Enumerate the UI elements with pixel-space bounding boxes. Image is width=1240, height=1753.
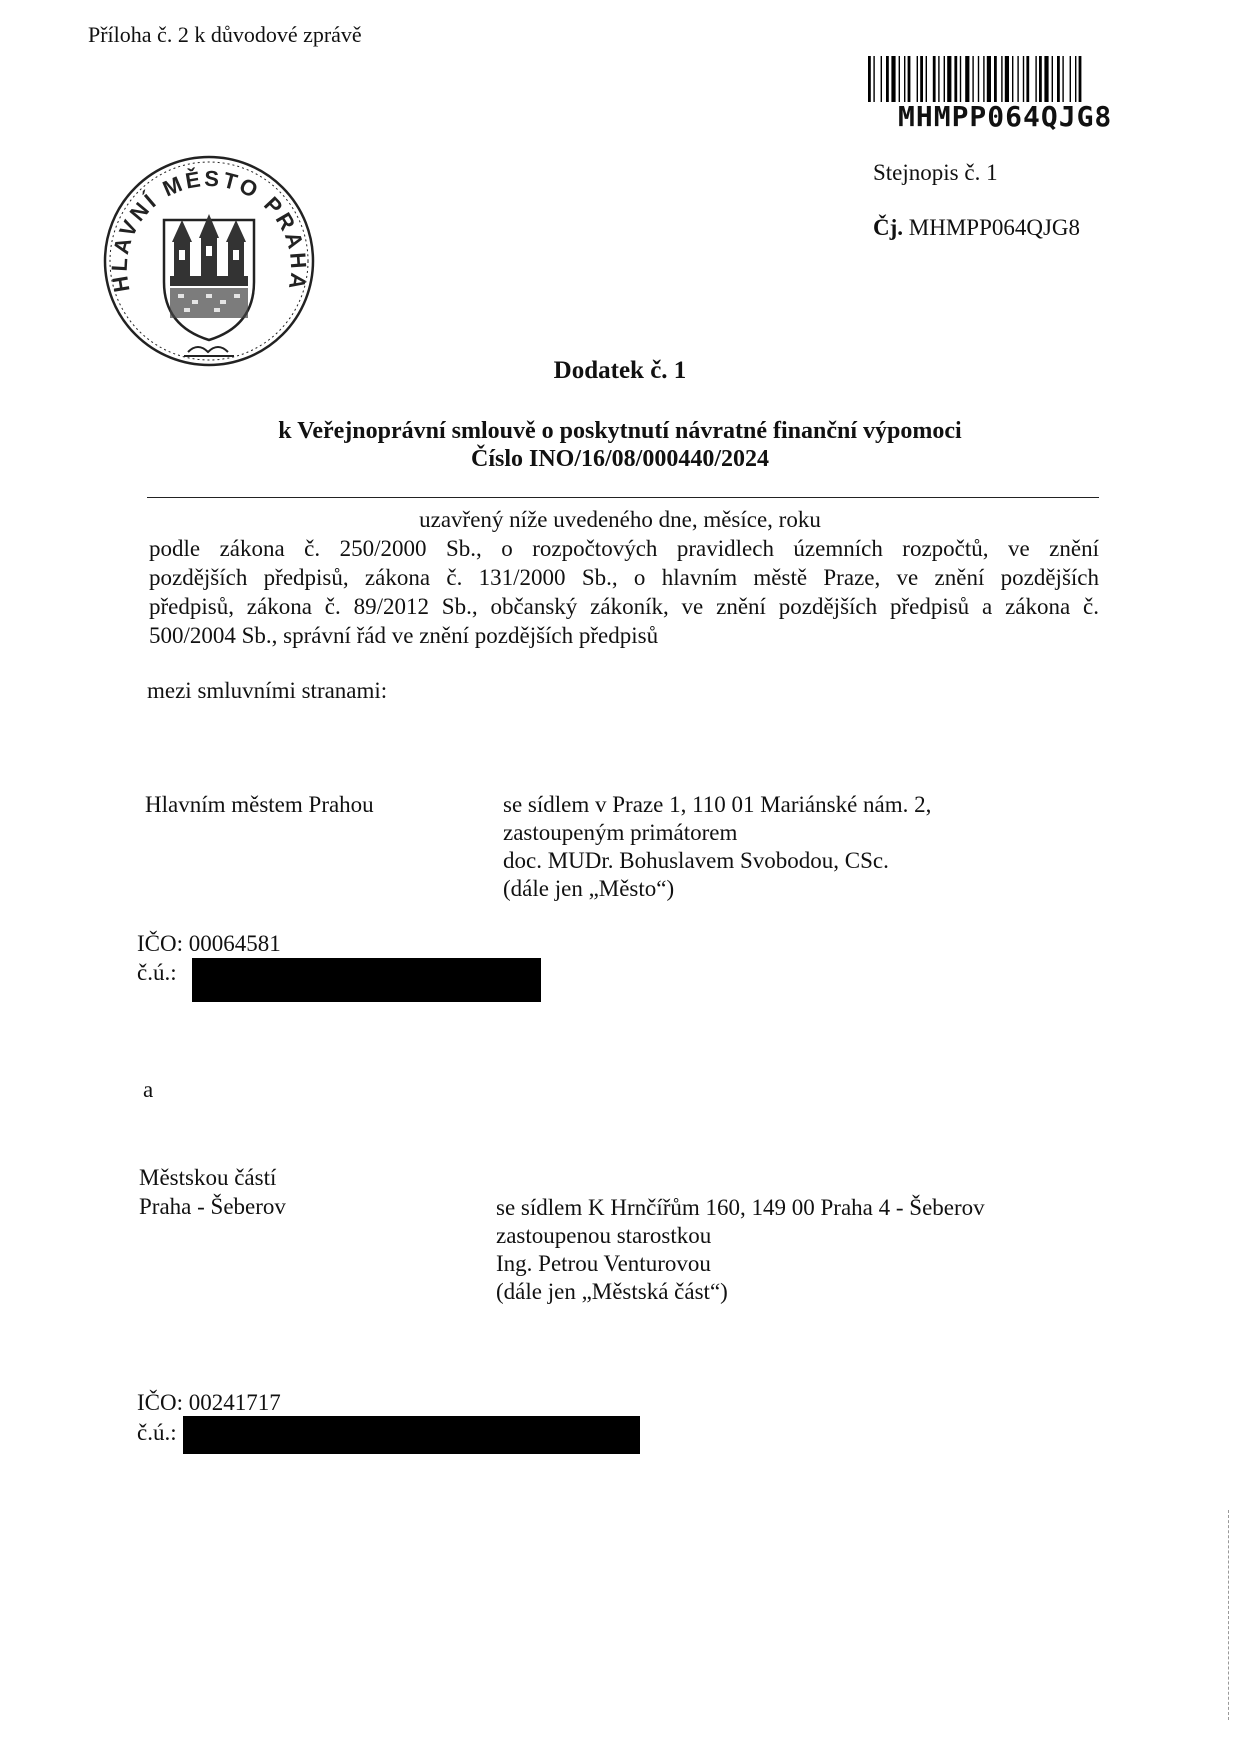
legal-line: pozdějších předpisů, zákona č. 131/2000 Sb., o hlavním městě Praze, ve znění pozdějších (149, 565, 1099, 590)
document-code: MHMPP064QJG8 (898, 100, 1113, 133)
redaction-bar (192, 958, 541, 1002)
legal-line: podle zákona č. 250/2000 Sb., o rozpočtových pravidlech územních rozpočtů, ve znění (149, 536, 1099, 561)
redaction-bar (183, 1416, 640, 1454)
party2-address: se sídlem K Hrnčířům 160, 149 00 Praha 4 - Šeberov (496, 1195, 985, 1220)
party1-name: Hlavním městem Prahou (145, 792, 374, 817)
party1-account-label: č.ú.: (137, 960, 177, 985)
ico-value: 00064581 (188, 931, 281, 956)
legal-line: 500/2004 Sb., správní řád ve znění pozdějších předpisů (149, 623, 659, 648)
party1-alias: (dále jen „Město“) (503, 876, 675, 901)
reference-value: MHMPP064QJG8 (908, 215, 1081, 240)
party1-address: se sídlem v Praze 1, 110 01 Mariánské nám. 2, (503, 792, 932, 817)
contract-number: Číslo INO/16/08/000440/2024 (470, 446, 770, 472)
document-subtitle: k Veřejnoprávní smlouvě o poskytnutí návratné finanční výpomoci (278, 418, 962, 444)
reference-label: Čj. (873, 215, 904, 240)
scan-edge-mark (1228, 1510, 1229, 1720)
party2-name-line2: Praha - Šeberov (139, 1194, 286, 1219)
party2-account-label: č.ú.: (137, 1420, 177, 1445)
party1-ico (137, 929, 281, 959)
attachment-note: Příloha č. 2 k důvodové zprávě (88, 22, 362, 47)
parties-intro: mezi smluvními stranami: (147, 678, 388, 703)
ico-label: IČO: (137, 1390, 183, 1415)
ico-label: IČO: (137, 931, 183, 956)
party2-representative: Ing. Petrou Venturovou (496, 1251, 711, 1276)
seal-text: HLAVNÍ MĚSTO PRAHA (106, 165, 312, 294)
party2-alias: (dále jen „Městská část“) (496, 1279, 728, 1304)
legal-basis-paragraph (149, 534, 1099, 650)
copy-number: Stejnopis č. 1 (873, 160, 998, 185)
party2-ico (137, 1388, 281, 1418)
party2-name-line1: Městskou částí (139, 1165, 277, 1190)
concluded-note: uzavřený níže uvedeného dne, měsíce, roku (419, 507, 821, 532)
ico-value: 00241717 (188, 1390, 281, 1415)
party1-representative: doc. MUDr. Bohuslavem Svobodou, CSc. (503, 848, 889, 873)
party2-representation: zastoupenou starostkou (496, 1223, 712, 1248)
conjunction: a (143, 1077, 154, 1102)
document-title: Dodatek č. 1 (553, 357, 687, 384)
reference-number (873, 213, 1080, 243)
city-seal-icon (98, 150, 320, 372)
barcode (868, 56, 1148, 102)
party1-representation: zastoupeným primátorem (503, 820, 738, 845)
divider (147, 497, 1099, 498)
legal-line: předpisů, zákona č. 89/2012 Sb., občanský zákoník, ve znění pozdějších předpisů a zákona č. (149, 594, 1099, 619)
